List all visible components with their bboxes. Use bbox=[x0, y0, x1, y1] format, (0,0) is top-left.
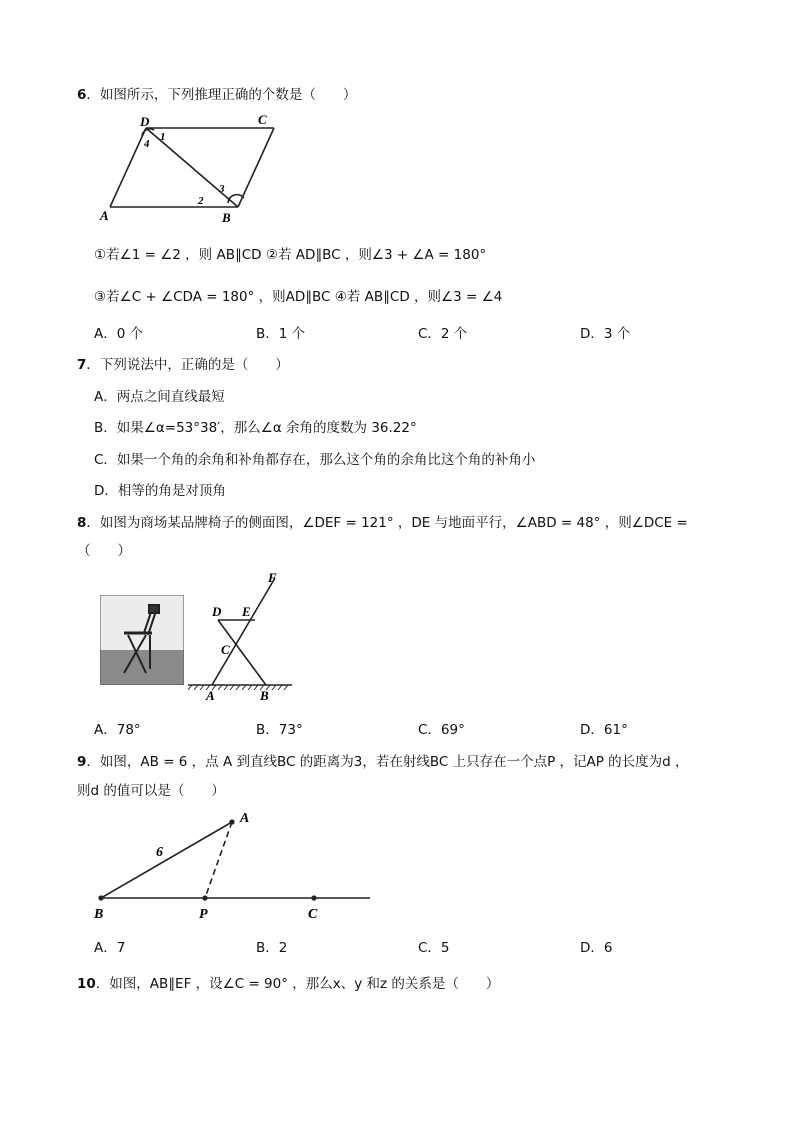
label-f: F bbox=[268, 570, 277, 585]
question-8-option-c: C．69° bbox=[418, 722, 465, 738]
label-c: C bbox=[258, 112, 267, 127]
question-7-option-b: B．如果∠α=53°38′，那么∠α 余角的度数为 36.22° bbox=[94, 420, 417, 436]
point-b bbox=[98, 895, 103, 900]
label-b: B bbox=[94, 907, 104, 922]
label-b: B bbox=[260, 688, 269, 702]
label-e: E bbox=[242, 604, 251, 619]
question-6-stem bbox=[77, 83, 356, 103]
question-6-option-b: B．1 个 bbox=[256, 326, 306, 342]
question-9-option-b: B．2 bbox=[256, 940, 288, 956]
question-7-stem bbox=[77, 353, 289, 373]
question-10-text: ．如图，AB∥EF ，设∠C = 90° ，那么x、y 和z 的关系是（ ） bbox=[95, 976, 500, 992]
question-8-number: 8 bbox=[77, 515, 87, 531]
question-9-number: 9 bbox=[77, 754, 87, 770]
question-7-option-c: C．如果一个角的余角和补角都存在，那么这个角的余角比这个角的补角小 bbox=[94, 452, 536, 468]
label-angle-4: 4 bbox=[144, 138, 150, 150]
label-b: B bbox=[222, 210, 231, 225]
question-6-option-c: C．2 个 bbox=[418, 326, 468, 342]
question-9-stem-continued: 则d 的值可以是（ ） bbox=[77, 783, 225, 799]
label-c: C bbox=[308, 907, 318, 922]
question-6-statement-3-4: ③若∠C + ∠CDA = 180° ，则AD∥BC ④若 AB∥CD ，则∠3 = ∠4 bbox=[94, 289, 503, 305]
segment-cb bbox=[238, 128, 274, 207]
question-8-stem bbox=[77, 511, 688, 531]
question-9-text: ．如图，AB = 6 ，点 A 到直线BC 的距离为3，若在射线BC 上只存在一个点P ，记AP 的长度为d ， bbox=[86, 754, 689, 770]
point-p bbox=[202, 895, 207, 900]
question-9-stem bbox=[77, 750, 689, 770]
question-9-option-d: D．6 bbox=[580, 940, 613, 956]
question-7-option-a: A．两点之间直线最短 bbox=[94, 389, 225, 405]
question-8-text: ．如图为商场某品牌椅子的侧面图，∠DEF = 121° ，DE 与地面平行，∠ABD = 48° ，则∠DCE = bbox=[86, 515, 688, 531]
question-10-stem bbox=[77, 972, 499, 992]
question-6-option-a: A．0 个 bbox=[94, 326, 144, 342]
question-6-figure bbox=[98, 110, 288, 228]
question-9-option-a: A．7 bbox=[94, 940, 126, 956]
question-10-number: 10 bbox=[77, 976, 96, 992]
segment-ab bbox=[101, 822, 232, 898]
label-angle-1: 1 bbox=[160, 131, 166, 143]
label-a: A bbox=[100, 208, 109, 223]
question-7-number: 7 bbox=[77, 357, 87, 373]
chair-photo bbox=[100, 595, 184, 685]
question-8-option-a: A．78° bbox=[94, 722, 141, 738]
question-6-statement-1-2: ①若∠1 = ∠2 ，则 AB∥CD ②若 AD∥BC ，则∠3 + ∠A = 180° bbox=[94, 247, 487, 263]
question-7-text: ．下列说法中，正确的是（ ） bbox=[86, 357, 289, 373]
segment-fa bbox=[212, 578, 275, 685]
label-a: A bbox=[240, 811, 250, 826]
point-c bbox=[311, 895, 316, 900]
label-d: D bbox=[212, 604, 222, 619]
question-9-option-c: C．5 bbox=[418, 940, 450, 956]
segment-ap-dashed bbox=[205, 822, 232, 898]
question-8-option-d: D．61° bbox=[580, 722, 628, 738]
segment-da bbox=[110, 128, 146, 207]
question-7-option-d: D．相等的角是对顶角 bbox=[94, 483, 226, 499]
question-6-option-d: D．3 个 bbox=[580, 326, 631, 342]
question-9-figure bbox=[88, 806, 378, 924]
point-a bbox=[229, 819, 234, 824]
label-angle-3: 3 bbox=[219, 183, 225, 195]
question-8-option-b: B．73° bbox=[256, 722, 303, 738]
label-p: P bbox=[199, 907, 208, 922]
label-c: C bbox=[221, 642, 230, 657]
question-8-stem-continued: （ ） bbox=[77, 543, 131, 559]
question-6-text: ．如图所示，下列推理正确的个数是（ ） bbox=[86, 87, 357, 103]
label-a: A bbox=[206, 688, 215, 702]
label-length-ab: 6 bbox=[156, 845, 163, 860]
label-angle-2: 2 bbox=[198, 195, 204, 207]
question-8-figure bbox=[188, 570, 298, 702]
question-6-number: 6 bbox=[77, 87, 87, 103]
label-d: D bbox=[140, 114, 150, 129]
